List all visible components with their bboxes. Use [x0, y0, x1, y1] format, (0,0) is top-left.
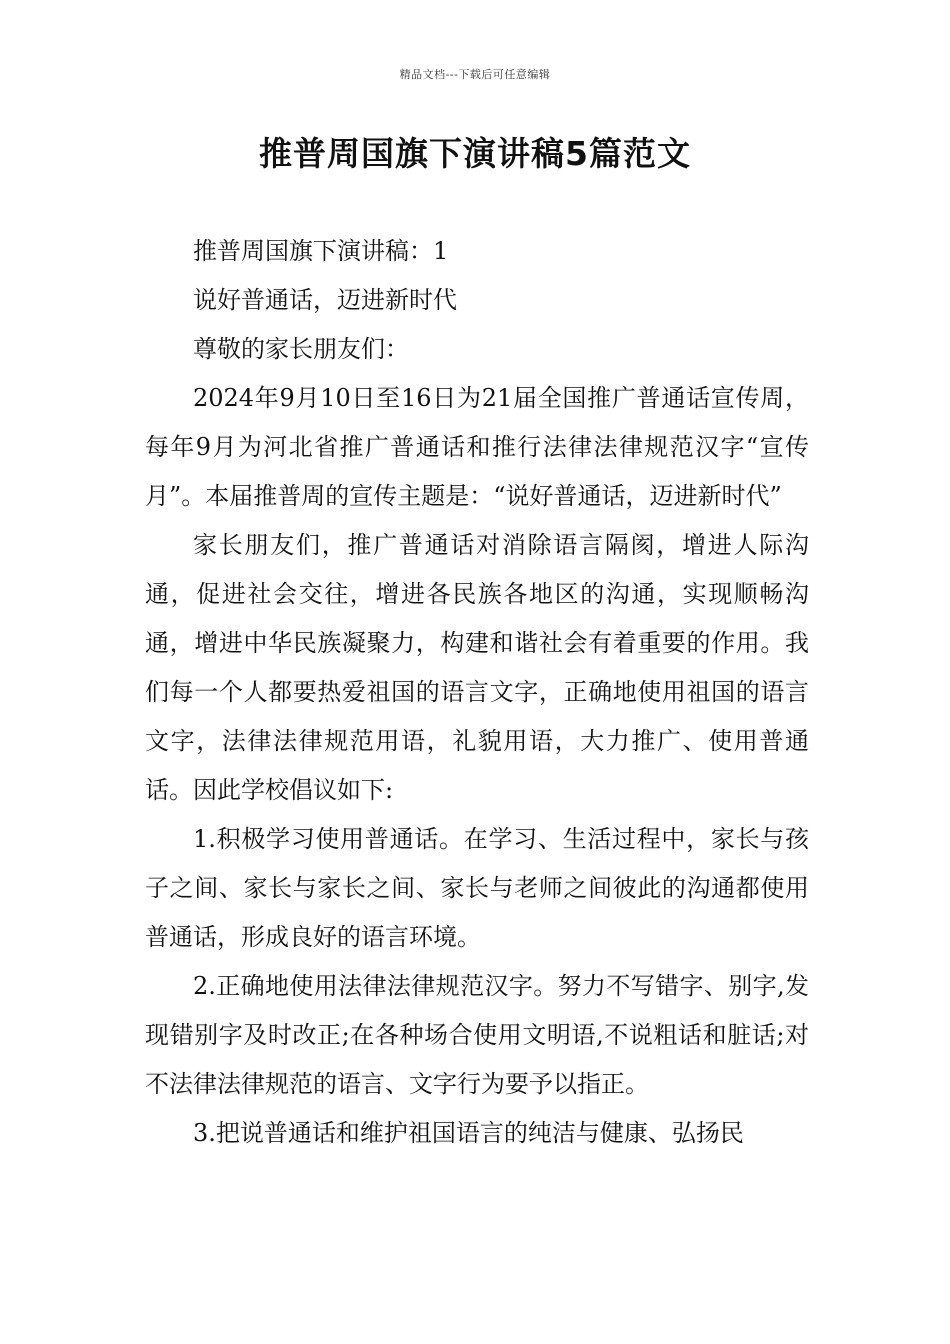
paragraph-item-3: 3.把说普通话和维护祖国语言的纯洁与健康、弘扬民 — [193, 1119, 744, 1147]
document-title: 推普周国旗下演讲稿5篇范文 — [259, 134, 691, 173]
paragraph-speech-number: 推普周国旗下演讲稿：1 — [193, 237, 449, 265]
paragraph-salutation: 尊敬的家长朋友们： — [193, 335, 409, 363]
paragraph-speech-title: 说好普通话，迈进新时代 — [193, 286, 457, 314]
paragraph-item-2: 2.正确地使用法律法律规范汉字。努力不写错字、别字,发现错别字及时改正;在各种场合使用文明语,不说粗话和脏话;对不法律法律规范的语言、文字行为要予以指正。 — [145, 972, 809, 1098]
paragraph-intro: 2024年9月10日至16日为21届全国推广普通话宣传周，每年9月为河北省推广普通话和推行法律法律规范汉字“宣传月”。本届推普周的宣传主题是：“说好普通话，迈进新时代” — [145, 384, 809, 510]
paragraph-item-1: 1.积极学习使用普通话。在学习、生活过程中，家长与孩子之间、家长与家长之间、家长与老师之间彼此的沟通都使用普通话，形成良好的语言环境。 — [145, 825, 809, 951]
paragraph-importance: 家长朋友们，推广普通话对消除语言隔阂，增进人际沟通，促进社会交往，增进各民族各地区的沟通，实现顺畅沟通，增进中华民族凝聚力，构建和谐社会有着重要的作用。我们每一个人都要热爱祖国的语言文字，正确地使用祖国的语言文字，法律法律规范用语，礼貌用语，大力推广、使用普通话。因此学校倡议如下: — [145, 531, 809, 804]
document-body — [145, 227, 809, 1158]
header-note: 精品文档---下载后可任意编辑 — [399, 68, 551, 81]
